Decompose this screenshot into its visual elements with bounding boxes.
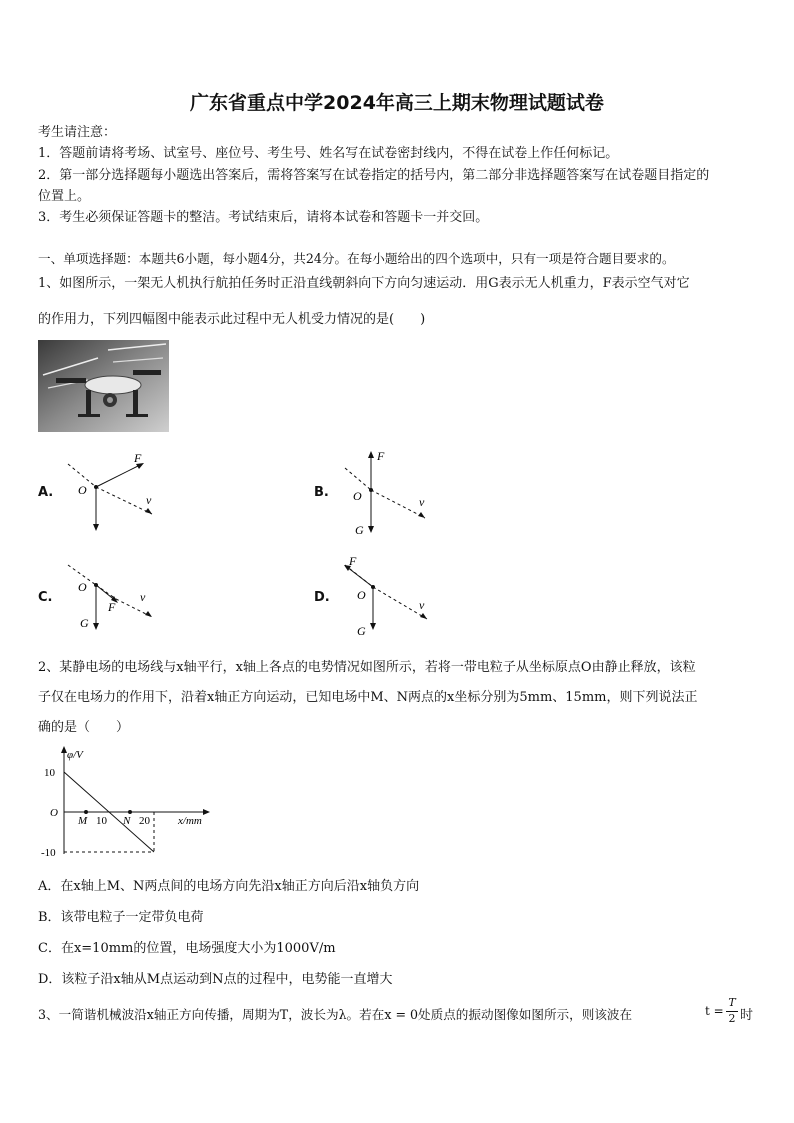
q3-text-line1: 3、一简谐机械波沿x轴正方向传播，周期为T，波长为λ。若在x = 0处质点的振动图像如图所示，则该波在	[38, 1007, 633, 1022]
svg-text:G: G	[357, 624, 366, 638]
q2-text-line3: 确的是（ ）	[38, 720, 130, 735]
option-c-label: C.	[38, 590, 53, 605]
svg-text:v: v	[419, 495, 425, 509]
svg-text:O: O	[357, 588, 366, 602]
q3-frac-num: T	[728, 996, 736, 1009]
q1-text-line2: 的作用力，下列四幅图中能表示此过程中无人机受力情况的是( )	[38, 312, 426, 327]
svg-text:G: G	[355, 523, 364, 537]
svg-text:O: O	[353, 489, 362, 503]
x-axis-label: x/mm	[178, 815, 202, 827]
q2-choice-c: C．在x=10mm的位置，电场强度大小为1000V/m	[38, 941, 336, 956]
notice-item-2: 2．第一部分选择题每小题选出答案后，需将答案写在试卷指定的括号内，第二部分非选择题答案写在试卷题目指定的	[38, 168, 710, 183]
q2-choice-b: B．该带电粒子一定带负电荷	[38, 910, 204, 925]
option-a-diagram	[60, 452, 160, 532]
q3-tail: 时	[740, 1008, 754, 1023]
option-a-label: A.	[38, 485, 54, 500]
q1-text-line1: 1、如图所示，一架无人机执行航拍任务时正沿直线朝斜向下方向匀速运动．用G表示无人机重力，F表示空气对它	[38, 276, 690, 291]
q2-choice-d: D．该粒子沿x轴从M点运动到N点的过程中，电势能一直增大	[38, 972, 393, 987]
x-tick-10: 10	[96, 815, 107, 827]
svg-text:F: F	[377, 449, 385, 463]
point-m	[84, 810, 88, 814]
q3-frac-den: 2	[728, 1012, 736, 1025]
section-heading: 一、单项选择题：本题共6小题，每小题4分，共24分。在每小题给出的四个选项中，只有一项是符合题目要求的。	[38, 251, 675, 266]
f-arrow	[347, 567, 373, 587]
v-arrowhead	[145, 508, 152, 514]
q3-t-equals: t =	[705, 1004, 724, 1018]
point-n	[128, 810, 132, 814]
option-d-label: D.	[314, 590, 330, 605]
svg-text:v: v	[140, 590, 146, 604]
dashed-path-line	[96, 487, 152, 514]
svg-text:O: O	[78, 580, 87, 594]
svg-text:F: F	[108, 600, 116, 614]
f-arrow	[96, 464, 142, 487]
potential-graph	[38, 742, 218, 862]
option-d-diagram	[335, 553, 435, 643]
option-c-diagram	[60, 555, 160, 635]
label-n: N	[123, 815, 131, 827]
x-tick-20: 20	[139, 815, 150, 827]
notice-item-3: 3．考生必须保证答题卡的整洁。考试结束后，请将本试卷和答题卡一并交回。	[38, 210, 489, 225]
notice-heading: 考生请注意：	[38, 125, 117, 140]
q2-choice-a: A．在x轴上M、N两点间的电场方向先沿x轴正方向后沿x轴负方向	[38, 879, 420, 894]
label-v: v	[146, 493, 152, 507]
drone-photo	[38, 340, 169, 432]
label-m: M	[78, 815, 88, 827]
notice-item-2-cont: 位置上。	[38, 189, 91, 204]
label-f: F	[134, 452, 142, 465]
svg-text:v: v	[419, 598, 425, 612]
y-axis-label: φ/V	[67, 749, 83, 761]
option-b-diagram	[335, 448, 435, 538]
svg-text:F: F	[349, 554, 357, 568]
q2-text-line1: 2、某静电场的电场线与x轴平行，x轴上各点的电势情况如图所示，若将一带电粒子从坐标原点O由静止释放，该粒	[38, 660, 696, 675]
page-title: 广东省重点中学2024年高三上期末物理试题试卷	[190, 92, 604, 114]
origin-label: O	[50, 807, 58, 819]
y-tick-top: 10	[44, 767, 55, 779]
label-o: O	[78, 483, 87, 497]
y-tick-bottom: -10	[41, 847, 56, 859]
svg-text:G: G	[80, 616, 89, 630]
option-b-label: B.	[314, 485, 329, 500]
q2-text-line2: 子仅在电场力的作用下，沿着x轴正方向运动，已知电场中M、N两点的x坐标分别为5mm、15mm，则下列说法正	[38, 690, 698, 705]
notice-item-1: 1．答题前请将考场、试室号、座位号、考生号、姓名写在试卷密封线内，不得在试卷上作任何标记。	[38, 146, 619, 161]
